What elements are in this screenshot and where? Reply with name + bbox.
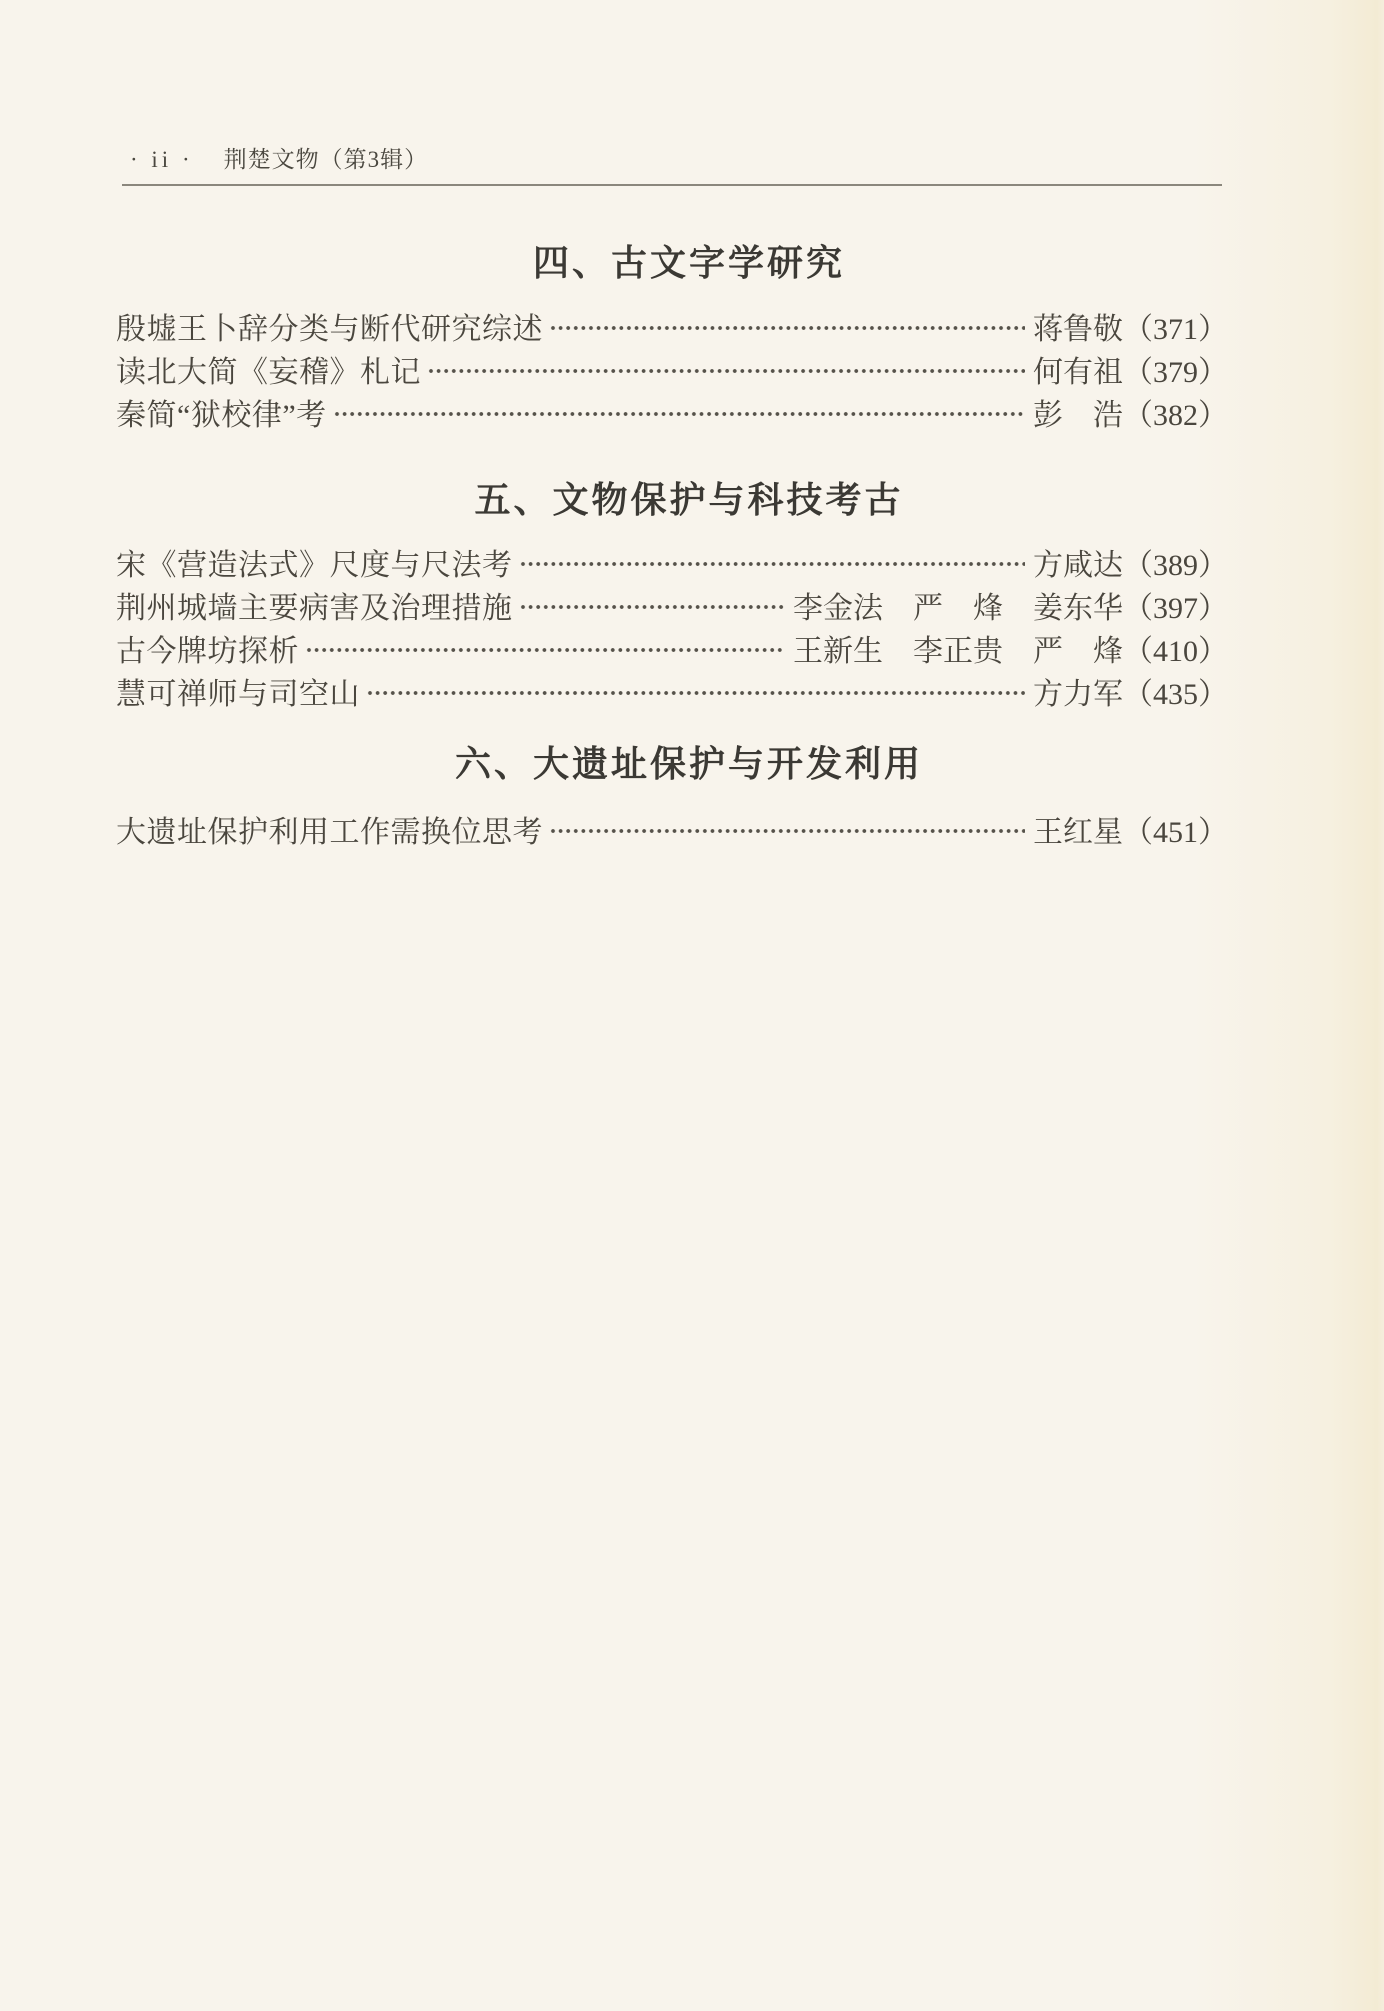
entry-authors: 李金法 严 烽 姜东华 [793, 591, 1123, 625]
entry-page-number: （382） [1123, 398, 1228, 432]
toc-entry [116, 347, 1228, 390]
entry-page-number: （451） [1123, 815, 1228, 849]
page-header [130, 146, 1228, 174]
dot-leader [333, 410, 1025, 418]
entry-page-number: （410） [1123, 634, 1228, 668]
section-title-6: 六、大遗址保护与开发利用 [454, 743, 923, 784]
toc-entry [116, 304, 1228, 347]
toc-entry [116, 390, 1228, 433]
entry-authors: 彭 浩 [1033, 398, 1123, 432]
entry-title: 慧可禅师与司空山 [116, 677, 360, 711]
entry-title: 大遗址保护利用工作需换位思考 [116, 815, 543, 849]
toc-entry [116, 669, 1228, 712]
entry-page-number: （397） [1123, 591, 1228, 625]
book-title: 荆楚文物（第3辑） [223, 147, 429, 172]
entry-page-number: （371） [1123, 312, 1228, 346]
entry-page-number: （389） [1123, 548, 1228, 582]
dot-leader [549, 324, 1025, 332]
entry-title: 荆州城墙主要病害及治理措施 [116, 591, 513, 625]
page-number-marker: · ii · [130, 147, 194, 172]
section-title-5: 五、文物保护与科技考古 [474, 479, 904, 520]
toc-entry [116, 540, 1228, 583]
dot-leader [519, 603, 786, 611]
entry-authors: 何有祖 [1033, 355, 1123, 389]
entry-authors: 方咸达 [1033, 548, 1123, 582]
toc-entry [116, 626, 1228, 669]
dot-leader [519, 560, 1026, 568]
entry-title: 宋《营造法式》尺度与尺法考 [116, 548, 513, 582]
entry-page-number: （435） [1123, 677, 1228, 711]
entry-authors: 王新生 李正贵 严 烽 [793, 634, 1123, 668]
toc-entry [116, 583, 1228, 626]
entry-title: 古今牌坊探析 [116, 634, 299, 668]
section-title-4: 四、古文字学研究 [532, 242, 845, 283]
dot-leader [427, 367, 1025, 375]
entry-authors: 蒋鲁敬 [1033, 312, 1123, 346]
entry-title: 读北大简《妄稽》札记 [116, 355, 421, 389]
toc-list-section-5 [116, 540, 1228, 712]
entry-page-number: （379） [1123, 355, 1228, 389]
toc-list-section-4 [116, 304, 1228, 433]
toc-entry [116, 807, 1228, 850]
scanned-page [116, 0, 1228, 850]
entry-authors: 方力军 [1033, 677, 1123, 711]
entry-authors: 王红星 [1033, 815, 1123, 849]
entry-title: 秦简“狱校律”考 [116, 398, 327, 432]
header-rule [122, 184, 1222, 186]
toc-list-section-6 [116, 807, 1228, 850]
entry-title: 殷墟王卜辞分类与断代研究综述 [116, 312, 543, 346]
dot-leader [366, 689, 1025, 697]
dot-leader [305, 646, 785, 654]
dot-leader [549, 827, 1025, 835]
